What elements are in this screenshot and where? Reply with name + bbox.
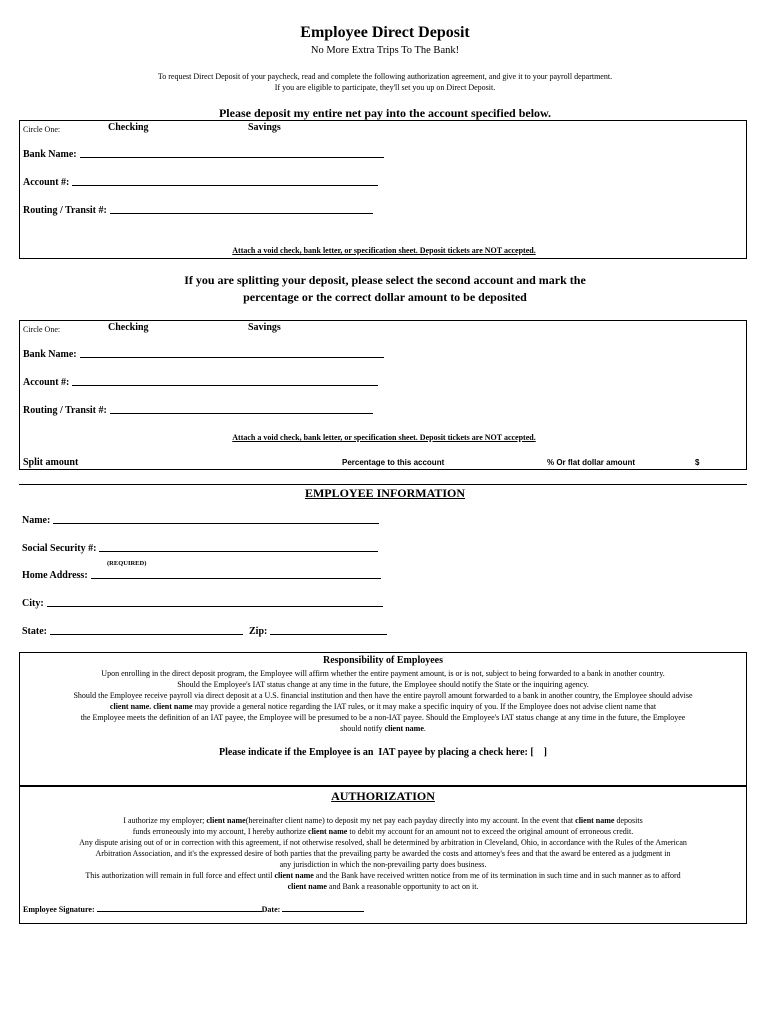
page-subtitle: No More Extra Trips To The Bank! — [310, 45, 460, 56]
section2-heading — [0, 272, 770, 306]
responsibility-text — [20, 668, 746, 734]
routing-line[interactable] — [110, 412, 373, 414]
authorization-line — [20, 815, 746, 826]
state-field[interactable] — [22, 626, 243, 637]
text-segment: and the Bank have received written notice from me of its termination in such time and in such manner as to afford — [313, 871, 681, 880]
authorization-line — [20, 870, 746, 881]
routing-field[interactable] — [23, 205, 373, 216]
section2-heading-line: percentage or the correct dollar amount to be deposited — [243, 290, 527, 304]
text-segment: funds erroneously into my account, I hereby authorize — [132, 827, 309, 836]
name-line[interactable] — [53, 522, 379, 524]
bank-name-label: Bank Name: — [23, 349, 77, 360]
circle-one-label: Circle One: — [23, 125, 61, 134]
split-amount-label: Split amount — [23, 457, 79, 468]
split-account-box — [19, 320, 747, 470]
divider — [19, 484, 747, 485]
dollar-sign: $ — [695, 458, 700, 467]
intro-line: To request Direct Deposit of your paycheck, read and complete the following authorization agreement, and give it to your payroll department. — [157, 72, 613, 81]
home-address-field[interactable] — [22, 570, 381, 581]
bank-name-field[interactable] — [23, 349, 384, 360]
authorization-line — [20, 881, 746, 892]
section2-heading-line: If you are splitting your deposit, please select the second account and mark the — [184, 273, 586, 287]
percentage-label: Percentage to this account — [342, 458, 445, 467]
intro-line: If you are eligible to participate, they'll set you up on Direct Deposit. — [274, 83, 496, 92]
responsibility-text-segment: . — [423, 724, 426, 733]
responsibility-heading: Responsibility of Employees — [322, 655, 443, 666]
client-name: client name — [384, 724, 424, 733]
responsibility-text-segment: should notify — [340, 724, 385, 733]
zip-label: Zip: — [249, 626, 268, 637]
client-name: client name — [287, 882, 327, 891]
bank-name-label: Bank Name: — [23, 149, 77, 160]
city-line[interactable] — [47, 605, 383, 607]
required-note: (REQUIRED) — [107, 560, 147, 567]
account-label: Account #: — [23, 177, 70, 188]
authorization-line: Any dispute arising out of or in correction with this agreement, if not otherwise resolved, shall be determined by arbitration in Cleveland, Ohio, in accordance with the Rules of the American — [79, 838, 687, 847]
name-label: Name: — [22, 515, 51, 526]
account-field[interactable] — [23, 377, 378, 388]
bank-name-field[interactable] — [23, 149, 384, 160]
text-segment: I authorize my employer; — [123, 816, 207, 825]
client-name: client name. — [109, 702, 152, 711]
intro-text — [0, 71, 770, 93]
authorization-line: any jurisdiction in which the non-prevailing party does business. — [279, 860, 487, 869]
client-name: client name — [575, 816, 615, 825]
city-label: City: — [22, 598, 44, 609]
ssn-label: Social Security #: — [22, 543, 97, 554]
iat-checkbox-prompt[interactable]: Please indicate if the Employee is an IAT payee by placing a check here: [ ] — [218, 747, 548, 758]
home-address-line[interactable] — [91, 577, 381, 579]
responsibility-box — [19, 652, 747, 786]
authorization-heading: AUTHORIZATION — [331, 789, 435, 803]
city-field[interactable] — [22, 598, 383, 609]
primary-account-box — [19, 120, 747, 259]
responsibility-line: Should the Employee receive payroll via direct deposit at a U.S. financial institution and then have the entire payroll amount forwarded to a bank in another country, the Employee should advise — [73, 691, 693, 700]
text-segment: to debit my account for an amount not to exceed the original amount of erroneous credit. — [347, 827, 634, 836]
ssn-field[interactable] — [22, 543, 378, 554]
signature-label: Employee Signature: — [23, 905, 95, 914]
text-segment: deposits — [614, 816, 643, 825]
routing-label: Routing / Transit #: — [23, 405, 107, 416]
responsibility-line — [20, 723, 746, 734]
flat-dollar-label: % Or flat dollar amount — [547, 458, 636, 467]
responsibility-line: Should the Employee's IAT status change at any time in the future, the Employee should notify the State or the inquiring agency. — [177, 680, 589, 689]
checking-option[interactable]: Checking — [108, 322, 149, 333]
bank-name-line[interactable] — [80, 356, 384, 358]
employee-info-heading: EMPLOYEE INFORMATION — [304, 486, 466, 500]
routing-label: Routing / Transit #: — [23, 205, 107, 216]
date-label: Date: — [261, 905, 281, 914]
split-amount-row — [20, 457, 746, 470]
authorization-line — [20, 826, 746, 837]
client-name: client name — [153, 702, 193, 711]
attach-note: Attach a void check, bank letter, or specification sheet. Deposit tickets are NOT accepted. — [232, 246, 536, 255]
home-address-label: Home Address: — [22, 570, 88, 581]
authorization-line: Arbitration Association, and it's the expressed desire of both parties that the prevailing party be awarded the costs and attorney's fees and that the award be entered as a judgment in — [95, 849, 671, 858]
checking-option[interactable]: Checking — [108, 122, 149, 133]
authorization-box — [19, 786, 747, 924]
zip-field[interactable] — [249, 626, 387, 637]
text-segment: (hereinafter client name) to deposit my net pay each payday directly into my account. In the event that — [245, 816, 576, 825]
authorization-text — [20, 815, 746, 892]
section1-heading: Please deposit my entire net pay into the account specified below. — [218, 106, 552, 120]
client-name: client name — [206, 816, 246, 825]
routing-line[interactable] — [110, 212, 373, 214]
state-line[interactable] — [50, 633, 243, 635]
state-label: State: — [22, 626, 47, 637]
savings-option[interactable]: Savings — [248, 122, 281, 133]
responsibility-text-segment: may provide a general notice regarding the IAT rules, or it may make a specific inquiry of you. If the Employee does not advise client name that — [192, 702, 657, 711]
text-segment: and Bank a reasonable opportunity to act on it. — [326, 882, 479, 891]
account-line[interactable] — [72, 184, 378, 186]
savings-option[interactable]: Savings — [248, 322, 281, 333]
name-field[interactable] — [22, 515, 379, 526]
account-label: Account #: — [23, 377, 70, 388]
routing-field[interactable] — [23, 405, 373, 416]
responsibility-line: the Employee meets the definition of an IAT payee, the Employee will be presumed to be a non-IAT payee. Should the Employee's IAT status change at any time in the future, the Employee — [80, 713, 686, 722]
responsibility-line — [20, 701, 746, 712]
client-name: client name — [308, 827, 348, 836]
ssn-line[interactable] — [99, 550, 378, 552]
signature-field[interactable] — [23, 905, 364, 914]
bank-name-line[interactable] — [80, 156, 384, 158]
zip-line[interactable] — [270, 633, 387, 635]
attach-note: Attach a void check, bank letter, or specification sheet. Deposit tickets are NOT accepted. — [232, 433, 536, 442]
signature-line[interactable] — [97, 910, 262, 912]
page-title: Employee Direct Deposit — [300, 24, 470, 41]
text-segment: This authorization will remain in full force and effect until — [85, 871, 275, 880]
client-name: client name — [274, 871, 314, 880]
circle-one-label: Circle One: — [23, 325, 61, 334]
date-line[interactable] — [282, 910, 364, 912]
account-line[interactable] — [72, 384, 378, 386]
responsibility-line: Upon enrolling in the direct deposit program, the Employee will affirm whether the entire payment amount, is or is not, subject to being forwarded to a bank in another country. — [101, 669, 665, 678]
account-field[interactable] — [23, 177, 378, 188]
